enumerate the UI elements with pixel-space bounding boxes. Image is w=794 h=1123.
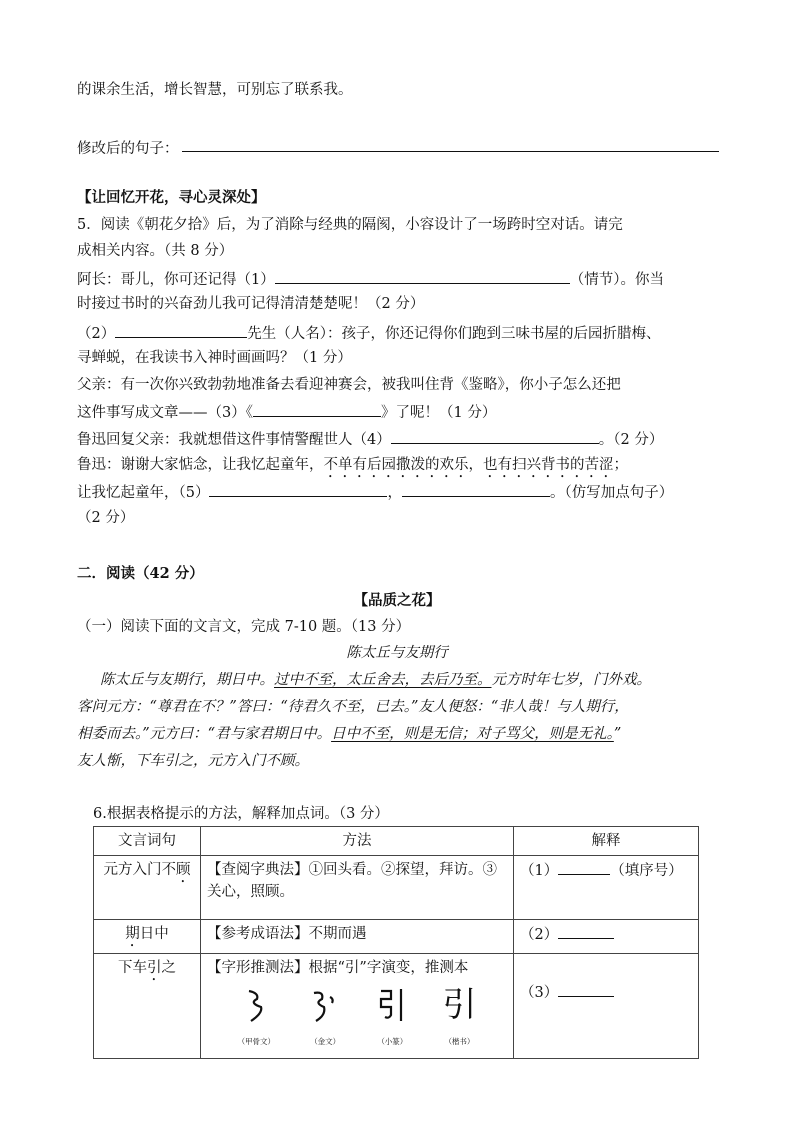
- glyph-bronze-caption: （金文）: [310, 1037, 341, 1046]
- luxun-reply-text-a: 鲁迅回复父亲：我就想借这件事情警醒世人（4）: [77, 432, 391, 448]
- quality-sub-heading: 【品质之花】: [353, 592, 441, 609]
- a-chang-text-a: 阿长：哥儿，你可还记得（1）: [77, 272, 275, 288]
- a-chang-line: [77, 268, 727, 290]
- passage-underlined-1: 过中不至，太丘舍去，去后乃至。: [274, 672, 492, 688]
- q6-prompt: 6.根据表格提示的方法，解释加点词。（3 分）: [93, 806, 389, 822]
- glyph-regular-caption: （楷书）: [444, 1037, 475, 1046]
- header-method: 方法: [201, 827, 514, 856]
- row1-answer-b: （填序号）: [610, 863, 683, 879]
- row1-phrase-dot: 顾: [176, 862, 191, 878]
- row2-phrase-dot: 期: [125, 926, 140, 942]
- row2-answer: [514, 920, 699, 954]
- row3-answer-a: （3）: [520, 985, 559, 1001]
- glyph-bronze-image: [308, 985, 342, 1027]
- row1-phrase-a: 元方入门不: [103, 862, 176, 878]
- father-line1: 父亲：有一次你兴致勃勃地准备去看迎神赛会，被我叫住背《鉴略》，你小子怎么还把: [77, 377, 621, 393]
- part1-instruction: （一）阅读下面的文言文，完成 7-10 题。（13 分）: [77, 619, 411, 635]
- glyph-regular-char: 引: [442, 985, 477, 1025]
- passage-line1: [100, 670, 750, 690]
- row3-phrase-dot: 引: [147, 960, 162, 976]
- glyph-regular: [442, 985, 476, 1047]
- father-text-a: 这件事写成文章——（3）《: [77, 405, 253, 421]
- teacher-text-b: 先生（人名）：孩子，你还记得你们跑到三味书屋的后园折腊梅、: [247, 326, 661, 342]
- teacher-line2: 寻蝉蜕，在我读书入神时画画吗？（1 分）: [77, 350, 352, 366]
- passage-line3-a: 相委而去。”元方曰：“君与家君期日中。: [77, 726, 332, 742]
- row1-method: 【查阅字典法】①回头看。②探望，拜访。③关心，照顾。: [201, 856, 514, 920]
- a-chang-text-b: （情节）。你当: [569, 272, 664, 288]
- glyph-seal: [375, 985, 409, 1047]
- luxun-line1: [77, 455, 727, 481]
- blank-5b[interactable]: [402, 481, 550, 497]
- row1-answer-blank[interactable]: [558, 859, 610, 875]
- row1-phrase: [94, 856, 201, 920]
- section-reading-heading: 二．阅读（42 分）: [77, 565, 204, 582]
- luxun-line2-b: 。（仿写加点句子）: [549, 485, 674, 501]
- q6-table: [93, 826, 699, 1059]
- passage-line1-b: 元方时年七岁，门外戏。: [491, 672, 651, 688]
- a-chang-line2: 时接过书时的兴奋劲儿我可记得清清楚楚呢！（2 分）: [77, 296, 425, 312]
- row1-answer: [514, 856, 699, 920]
- row2-answer-a: （2）: [520, 927, 559, 943]
- table-header-row: [94, 827, 699, 856]
- row3-phrase-b: 之: [161, 960, 176, 976]
- passage-line3-b: ”: [613, 726, 622, 742]
- luxun-line1-b: ；: [613, 457, 628, 473]
- row2-method: 【参考成语法】不期而遇: [201, 920, 514, 954]
- header-phrase: 文言词句: [94, 827, 201, 856]
- row3-answer-blank[interactable]: [558, 981, 614, 997]
- blank-4[interactable]: [391, 428, 599, 444]
- father-text-b: 》了呢！（1 分）: [380, 405, 497, 421]
- section-memory-heading: 【让回忆开花，寻心灵深处】: [77, 189, 266, 206]
- row2-phrase-b: 日中: [139, 926, 169, 942]
- passage-underlined-2: 日中不至，则是无信；对子骂父，则是无礼。: [331, 726, 614, 742]
- luxun-line2-a: 让我忆起童年，（5）: [77, 485, 210, 501]
- luxun-line2-sep: ，: [387, 485, 402, 501]
- row2-answer-blank[interactable]: [558, 923, 614, 939]
- luxun-reply-line: [77, 428, 727, 450]
- q5-line1: 5．阅读《朝花夕拾》后，为了消除与经典的隔阂，小容设计了一场跨时空对话。请完: [77, 217, 623, 233]
- teacher-line: [77, 322, 727, 344]
- row2-phrase: [94, 920, 201, 954]
- table-row: [94, 856, 699, 920]
- luxun-dotted-sentence: 不单有后园撒泼的欢乐，也有扫兴背书的苦涩: [323, 457, 614, 473]
- row3-answer: [514, 954, 699, 1059]
- blank-2[interactable]: [115, 322, 247, 338]
- row3-method-text: 【字形推测法】根据“引”字演变，推测本: [207, 960, 469, 976]
- table-row: [94, 920, 699, 954]
- table-row: [94, 954, 699, 1059]
- glyph-seal-caption: （小篆）: [377, 1037, 408, 1046]
- passage-title: 陈太丘与友期行: [346, 645, 448, 661]
- revised-sentence-blank[interactable]: [182, 151, 719, 152]
- passage-line2: 客问元方：“尊君在不？”答曰：“待君久不至，已去。”友人便怒：“非人哉！与人期行，: [77, 699, 629, 715]
- glyph-seal-image: [375, 985, 409, 1027]
- row3-method: [201, 954, 514, 1059]
- blank-5a[interactable]: [209, 481, 387, 497]
- passage-line4: 友人惭，下车引之，元方入门不顾。: [77, 753, 309, 769]
- carryover-line: 的课余生活，增长智慧，可别忘了联系我。: [77, 82, 353, 98]
- q5-line2: 成相关内容。（共 8 分）: [77, 243, 234, 259]
- luxun-line3: （2 分）: [77, 510, 135, 526]
- revised-sentence-label: 修改后的句子：: [77, 141, 179, 157]
- father-line2: [77, 401, 727, 423]
- luxun-reply-text-b: 。（2 分）: [598, 432, 664, 448]
- header-answer: 解释: [514, 827, 699, 856]
- blank-1[interactable]: [275, 268, 570, 284]
- row3-phrase: [94, 954, 201, 1059]
- glyph-oracle: [238, 985, 276, 1047]
- blank-3[interactable]: [253, 401, 381, 417]
- glyph-bronze: [308, 985, 342, 1047]
- row3-phrase-a: 下车: [118, 960, 147, 976]
- luxun-line1-a: 鲁迅：谢谢大家惦念，让我忆起童年，: [77, 457, 324, 473]
- glyph-oracle-caption: （甲骨文）: [237, 1037, 276, 1046]
- glyph-evolution: [207, 979, 507, 1047]
- luxun-line2: [77, 481, 727, 503]
- row1-answer-a: （1）: [520, 863, 559, 879]
- glyph-oracle-image: [241, 985, 271, 1027]
- teacher-text-a: （2）: [77, 326, 116, 342]
- passage-line3: [77, 724, 727, 744]
- passage-line1-a: 陈太丘与友期行，期日中。: [100, 672, 274, 688]
